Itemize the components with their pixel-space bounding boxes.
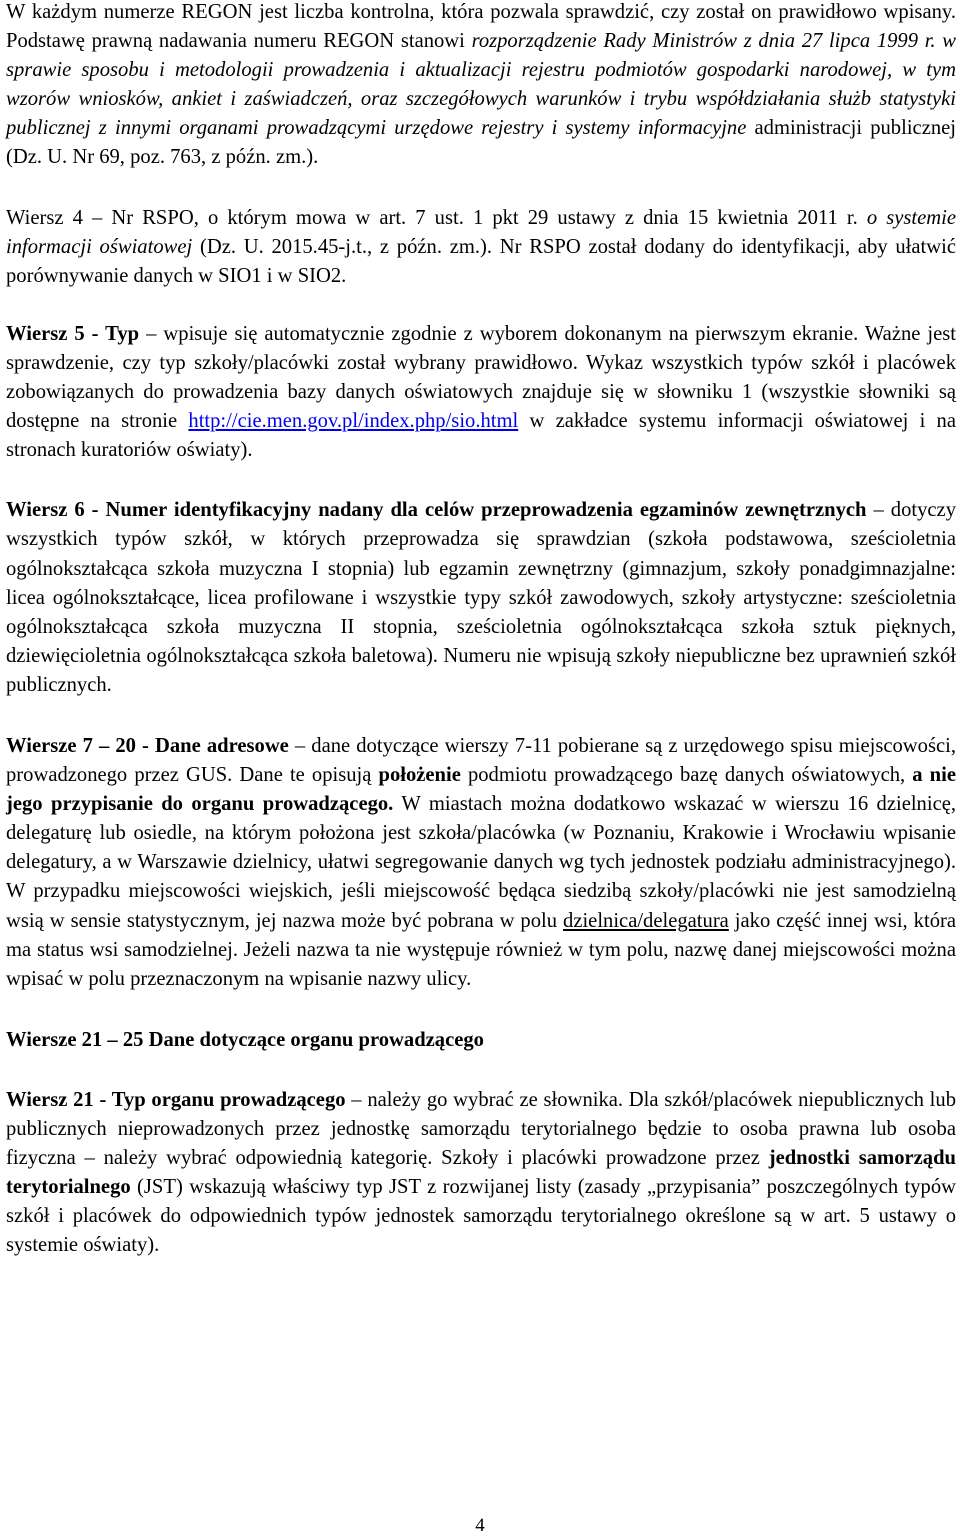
row-4-heading: Wiersz 4 [6,206,83,229]
row-5-text-end: w zakładce systemu informacji oświatowej i na stronach kuratoriów oświaty). [6,410,956,462]
rows-7-20-text-2: podmiotu prowadzącego bazę danych oświatowych, [460,764,913,787]
district-field-name: dzielnica/delegatura [563,909,729,932]
act-title: o systemie informacji oświatowej [6,206,957,258]
row-4-text: – Nr RSPO, o którym mowa w art. 7 ust. 1 pkt 29 ustawy z dnia 15 kwietnia 2011 r. [82,206,867,229]
paragraph-rows-7-20 [6,732,956,994]
document-page [6,0,956,1260]
paragraph-row-21 [6,1086,956,1261]
rows-21-25-heading: Wiersze 21 – 25 Dane dotyczące organu prowadzącego [6,1028,484,1051]
page-number: 4 [475,1515,485,1536]
jst-emphasis: jednostki samorządu terytorialnego [6,1147,956,1199]
paragraph-row-4 [6,204,956,291]
regon-text: W każdym numerze REGON jest liczba kontrolna, która pozwala sprawdzić, czy został on prawidłowo wpisany. Podstawę prawną nadawania numeru REGON stanowi [6,1,956,53]
location-emphasis: położenie [378,764,461,787]
paragraph-rows-21-25 [6,1026,956,1055]
regulation-title: rozporządzenie Rady Ministrów z dnia 27 lipca 1999 r. w sprawie sposobu i metodologii prowadzenia i aktualizacji rejestru podmiotów gospodarki narodowej, w tym wzorów wniosków, ankiet i zaświadczeń, oraz szczegółowych warunków i trybu współdziałania służb statystyki publicznej z innymi organami prowadzącymi urzędowe rejestry i systemy informacyjne [6,30,956,140]
rows-7-20-text-3: W miastach można dodatkowo wskazać w wierszu 16 dzielnicę, delegaturę lub osiedle, na którym położona jest szkoła/placówka (w Poznaniu, Krakowie i Wrocławiu wpisanie delegatury, a w Warszawie dzielnicy, ułatwi segregowanie danych wg tych jednostek podziału administracyjnego). W przypadku miejscowości wiejskich, jeśli miejscowość będąca siedzibą szkoły/placówki nie jest samodzielną wsią w sensie statystycznym, jej nazwa może być pobrana w polu [6,793,957,932]
sio-link[interactable]: http://cie.men.gov.pl/index.php/sio.html [188,410,519,433]
row-4-text-end: (Dz. U. 2015.45-j.t., z późn. zm.). Nr RSPO został dodany do identyfikacji, aby ułatwić porównywanie danych w SIO1 i w SIO2. [6,235,957,287]
paragraph-regon [6,0,956,173]
rows-7-20-text: – dane dotyczące wierszy 7-11 pobierane są z urzędowego spisu miejscowości, prowadzonego przez GUS. Dane te opisują [6,734,956,787]
row-21-heading: Wiersz 21 - Typ organu prowadzącego [6,1088,346,1111]
rows-7-20-text-4: jako część innej wsi, która ma status wsi samodzielnej. Jeżeli nazwa ta nie występuje również w tym polu, nazwę danej miejscowości można wpisać w polu przeznaczonym na wpisanie nazwy ulicy. [6,909,956,990]
row-6-text: – dotyczy wszystkich typów szkół, w których przeprowadza się sprawdzian (szkoła podstawowa, sześcioletnia ogólnokształcąca szkoła muzyczna I stopnia) lub egzamin zewnętrzny (gimnazjum, szkoły ponadgimnazjalne: licea ogólnokształcące, licea profilowane i wszystkie typy szkół zawodowych, szkoły artystyczne: sześcioletnia ogólnokształcąca szkoła muzyczna II stopnia, sześcioletnia ogólnokształcąca szkoła sztuk pięknych, dziewięcioletnia ogólnokształcąca szkoła baletowa). Numeru nie wpisują szkoły niepubliczne bez uprawnień szkół publicznych. [6,499,956,696]
row-5-text: – wpisuje się automatycznie zgodnie z wyborem dokonanym na pierwszym ekranie. Ważne jest sprawdzenie, czy typ szkoły/placówki został wybrany prawidłowo. Wykaz wszystkich typów szkół i placówek zobowiązanych do prowadzenia bazy danych oświatowych znajduje się w słowniku 1 (wszystkie słowniki są dostępne na stronie [6,322,956,433]
row-21-text-end: (JST) wskazują właściwy typ JST z rozwijanej listy (zasady „przypisania” poszczególnych typów szkół i placówek do odpowiednich typów jednostek samorządu terytorialnego określone są w art. 5 ustawy o systemie oświaty). [6,1176,956,1257]
row-6-heading: Wiersz 6 - Numer identyfikacyjny nadany dla celów przeprowadzenia egzaminów zewnętrznych [6,499,867,522]
not-assignment-emphasis: a nie jego przypisanie do organu prowadzącego. [6,764,956,816]
paragraph-row-6 [6,496,956,700]
regon-citation: administracji publicznej (Dz. U. Nr 69, poz. 763, z późn. zm.). [6,117,956,169]
row-21-text: – należy go wybrać ze słownika. Dla szkół/placówek niepublicznych lub publicznych nieprowadzonych przez jednostkę samorządu terytorialnego będzie to osoba prawna lub osoba fizyczna – należy wybrać odpowiednią kategorię. Szkoły i placówki prowadzone przez [6,1088,956,1170]
rows-7-20-heading: Wiersze 7 – 20 - Dane adresowe [6,734,289,757]
row-5-heading: Wiersz 5 - Typ [6,322,140,345]
paragraph-row-5 [6,320,956,465]
